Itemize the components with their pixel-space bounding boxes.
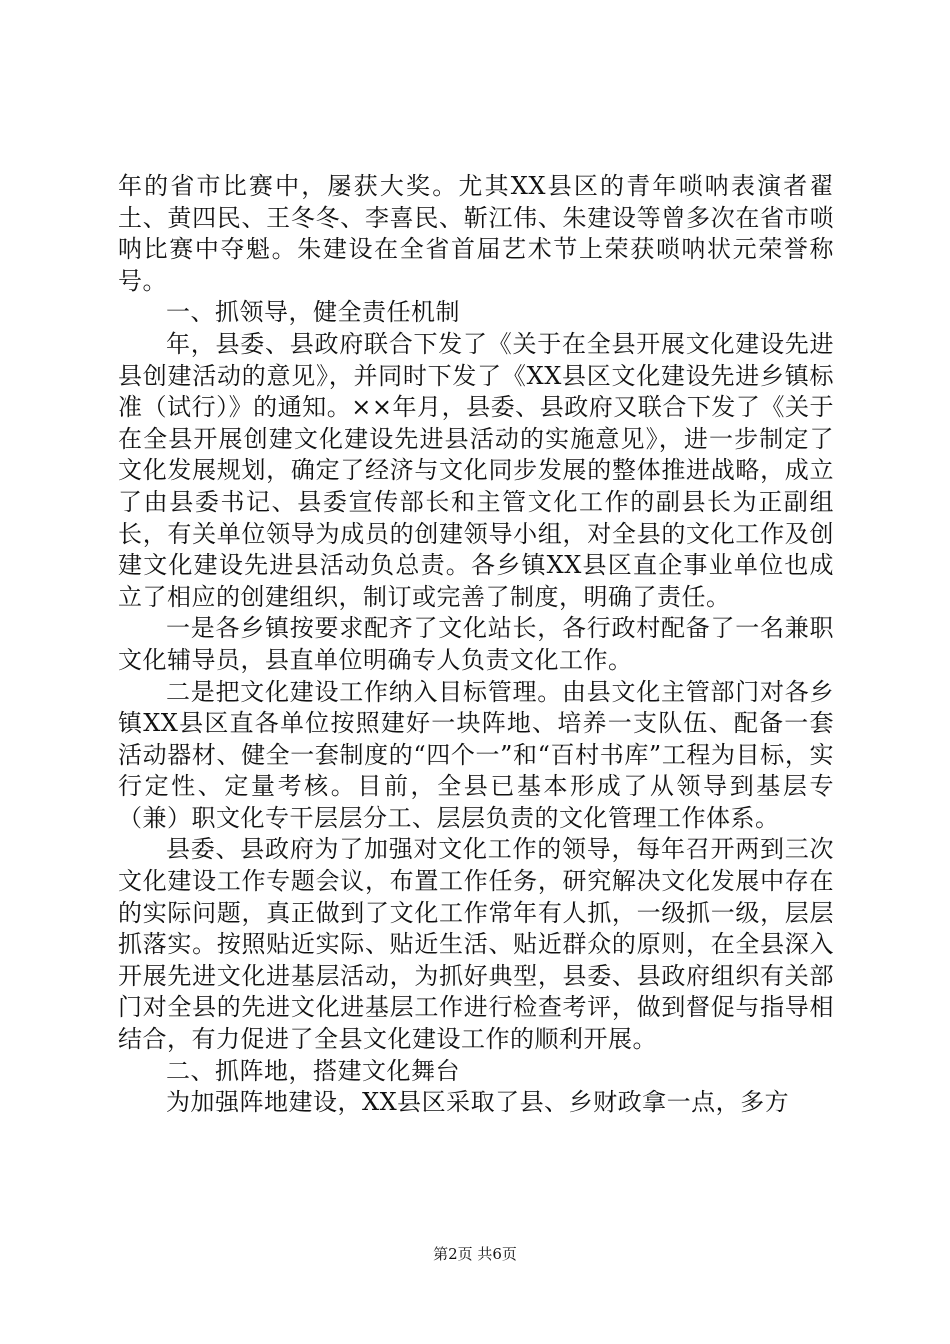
section-heading-1: 一、抓领导，健全责任机制 [166,298,460,327]
section-heading-2: 二、抓阵地，搭建文化舞台 [166,1056,460,1085]
document-body [118,171,834,1119]
paragraph-continuation: 年的省市比赛中，屡获大奖。尤其XX县区的青年唢呐表演者翟土、黄四民、王冬冬、李喜民、靳江伟、朱建设等曾多次在省市唢呐比赛中夺魁。朱建设在全省首届艺术节上荣获唢呐状元荣誉称号。 [118,172,834,295]
page-footer: 第2页 共6页 [433,1245,517,1263]
paragraph: 县委、县政府为了加强对文化工作的领导，每年召开两到三次文化建设工作专题会议，布置工作任务，研究解决文化发展中存在的实际问题，真正做到了文化工作常年有人抓，一级抓一级，层层抓落实。按照贴近实际、贴近生活、贴近群众的原则，在全县深入开展先进文化进基层活动，为抓好典型，县委、县政府组织有关部门对全县的先进文化进基层工作进行检查考评，做到督促与指导相结合，有力促进了全县文化建设工作的顺利开展。 [118,835,834,1054]
paragraph: 一是各乡镇按要求配齐了文化站长，各行政村配备了一名兼职文化辅导员，县直单位明确专人负责文化工作。 [118,614,834,674]
paragraph: 为加强阵地建设，XX县区采取了县、乡财政拿一点，多方 [166,1088,790,1117]
paragraph: 二是把文化建设工作纳入目标管理。由县文化主管部门对各乡镇XX县区直各单位按照建好一块阵地、培养一支队伍、配备一套活动器材、健全一套制度的“四个一”和“百村书库”工程为目标，实行定性、定量考核。目前，全县已基本形成了从领导到基层专（兼）职文化专干层层分工、层层负责的文化管理工作体系。 [118,677,834,832]
paragraph: 年，县委、县政府联合下发了《关于在全县开展文化建设先进县创建活动的意见》，并同时下发了《XX县区文化建设先进乡镇标准（试行）》的通知。××年月，县委、县政府又联合下发了《关于在全县开展创建文化建设先进县活动的实施意见》，进一步制定了文化发展规划，确定了经济与文化同步发展的整体推进战略，成立了由县委书记、县委宣传部长和主管文化工作的副县长为正副组长，有关单位领导为成员的创建领导小组，对全县的文化工作及创建文化建设先进县活动负总责。各乡镇XX县区直企事业单位也成立了相应的创建组织，制订或完善了制度，明确了责任。 [118,329,834,611]
